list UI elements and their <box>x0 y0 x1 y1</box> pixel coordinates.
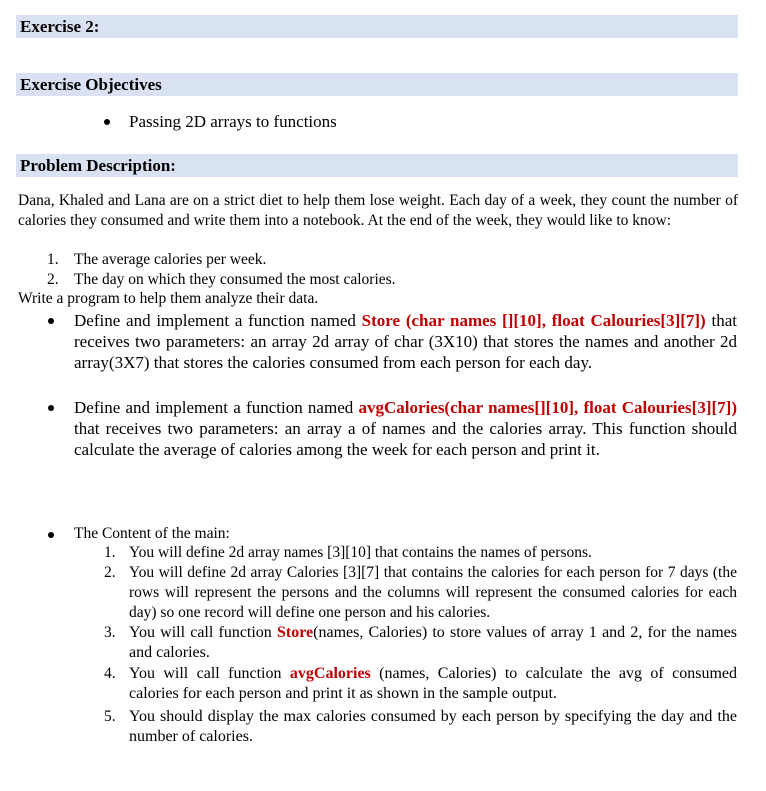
problem-heading-bar <box>16 154 738 177</box>
step-number: 4. <box>104 665 116 682</box>
task-text: that receives two parameters: an array a of names and the calories array. This function should calculate the average of calories among the week for each person and print it. <box>74 419 737 459</box>
main-step <box>129 664 737 704</box>
main-step <box>129 707 737 747</box>
task-text: that receives two parameters: an array 2d array of char (3X10) that stores the names and another 2d array(3X7) that stores the calories consumed from each person for each day. <box>74 311 737 372</box>
objectives-title: Exercise Objectives <box>20 75 162 94</box>
problem-title: Problem Description: <box>20 156 176 175</box>
step-text: You will call function <box>129 624 277 641</box>
bullet-icon <box>104 119 110 125</box>
objective-item: Passing 2D arrays to functions <box>129 112 337 131</box>
step-text: (names, Calories) to store values of array 1 and 2, for the names and calories. <box>129 624 737 661</box>
exercise-heading-bar <box>16 15 738 38</box>
step-text: You should display the max calories consumed by each person by specifying the day and the number of calories. <box>129 708 737 745</box>
bullet-icon <box>48 405 54 411</box>
step-number: 1. <box>104 544 116 561</box>
step-text: You will define 2d array Calories [3][7] that contains the calories for each person for 7 days (the rows will represent the persons and the columns will represent the consumed calories for each day) so one record will define one person and his calories. <box>129 564 737 621</box>
intro-paragraph: Dana, Khaled and Lana are on a strict diet to help them lose weight. Each day of a week, they count the number of calories they consumed and write them into a notebook. At the end of the week, they would like to know: <box>18 192 738 229</box>
main-step <box>129 563 737 623</box>
step-number: 3. <box>104 624 116 641</box>
step-text: You will call function <box>129 665 290 682</box>
step-number: 5. <box>104 708 116 725</box>
goal-number: 2. <box>47 271 59 288</box>
goal-text: The day on which they consumed the most calories. <box>74 271 396 288</box>
step-text: (names, Calories) to calculate the avg of consumed calories for each person and print it as shown in the sample output. <box>129 665 737 702</box>
write-line: Write a program to help them analyze their data. <box>18 290 319 307</box>
bullet-icon <box>48 318 54 324</box>
function-call: Store <box>277 624 314 641</box>
exercise-title: Exercise 2: <box>20 17 100 36</box>
step-number: 2. <box>104 564 116 581</box>
main-step <box>129 543 737 563</box>
task-text: Define and implement a function named <box>74 398 359 417</box>
main-heading: The Content of the main: <box>74 525 230 542</box>
bullet-icon <box>48 532 54 538</box>
function-signature: Store (char names [][10], float Calouries[3][7]) <box>361 311 706 330</box>
goal-number: 1. <box>47 251 59 268</box>
main-step <box>129 623 737 663</box>
step-text: You will define 2d array names [3][10] that contains the names of persons. <box>129 544 592 561</box>
function-signature: avgCalories(char names[][10], float Calouries[3][7]) <box>358 398 737 417</box>
goal-text: The average calories per week. <box>74 251 267 268</box>
task-store <box>74 310 737 373</box>
objectives-heading-bar <box>16 73 738 96</box>
task-text: Define and implement a function named <box>74 311 362 330</box>
task-avg <box>74 397 737 460</box>
function-call: avgCalories <box>289 665 380 682</box>
